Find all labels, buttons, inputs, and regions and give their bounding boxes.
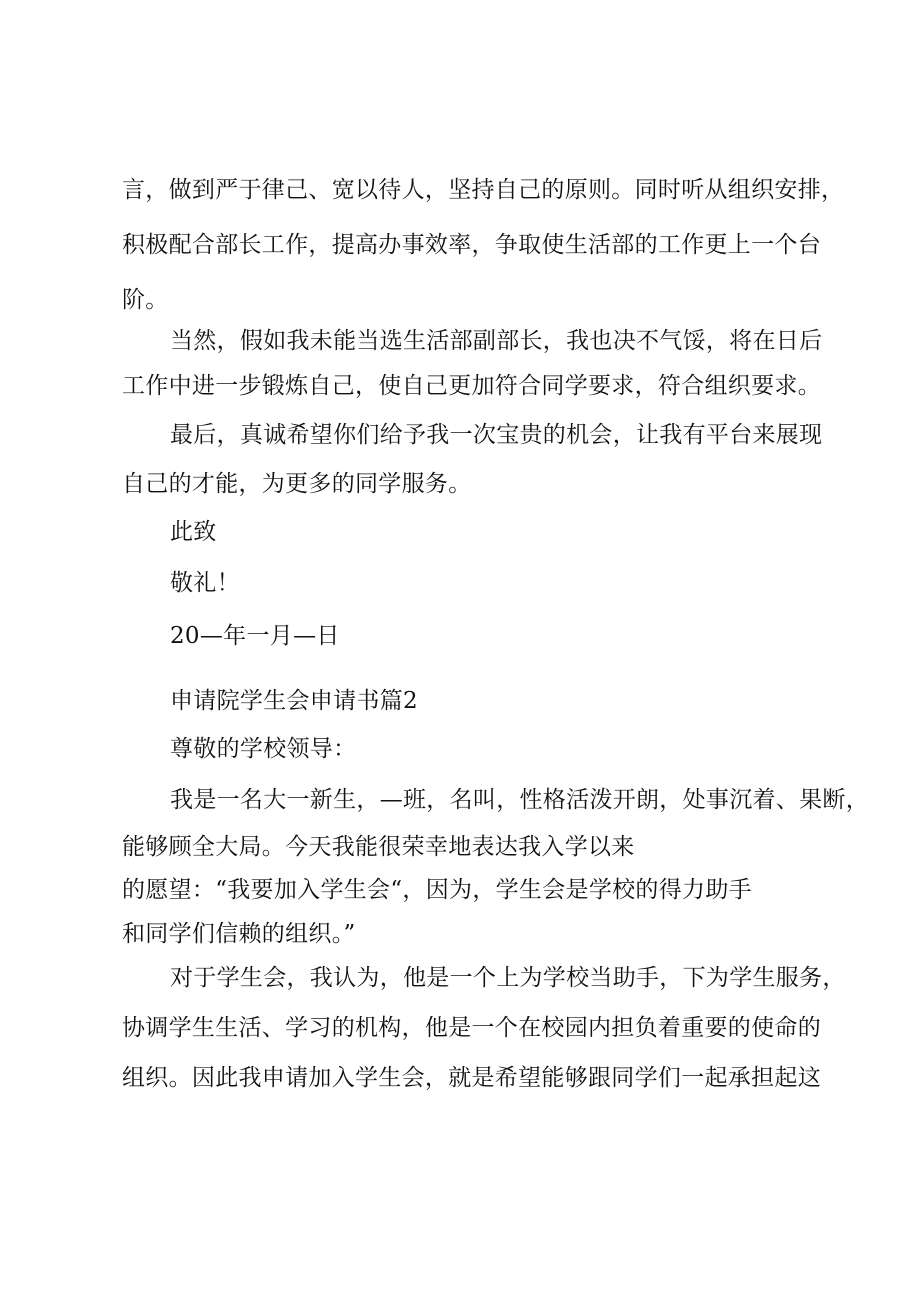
paragraph-line: 协调学生生活、学习的机构，他是一个在校园内担负着重要的使命的 <box>122 1015 821 1041</box>
closing-line: 此致 <box>170 519 217 545</box>
paragraph-line: 的愿望：“我要加入学生会“，因为，学生会是学校的得力助手 <box>122 877 752 903</box>
section-heading: 申请院学生会申请书篇2 <box>170 688 418 714</box>
paragraph-line: 当然，假如我未能当选生活部副部长，我也决不气馁，将在日后 <box>170 328 823 354</box>
paragraph-line: 积极配合部长工作，提高办事效率，争取使生活部的工作更上一个台 <box>122 232 821 258</box>
paragraph-line: 阶。 <box>122 287 169 313</box>
paragraph-line: 对于学生会，我认为，他是一个上为学校当助手，下为学生服务， <box>170 965 846 991</box>
date-line: 20—年一月—日 <box>170 623 340 649</box>
paragraph-line: 我是一名大一新生，—班，名叫，性格活泼开朗，处事沉着、果断， <box>170 787 869 813</box>
paragraph-line: 自己的才能，为更多的同学服务。 <box>122 471 472 497</box>
paragraph-line: 组织。因此我申请加入学生会，就是希望能够跟同学们一起承担起这 <box>122 1065 821 1091</box>
paragraph-line: 言，做到严于律己、宽以待人，坚持自己的原则。同时听从组织安排， <box>122 177 845 203</box>
paragraph-line: 最后，真诚希望你们给予我一次宝贵的机会，让我有平台来展现 <box>170 422 823 448</box>
paragraph-line: 工作中进一步锻炼自己，使自己更加符合同学要求，符合组织要求。 <box>122 373 821 399</box>
salutation-line: 敬礼！ <box>170 570 240 596</box>
greeting-line: 尊敬的学校领导： <box>170 736 357 762</box>
paragraph-line: 能够顾全大局。今天我能很荣幸地表达我入学以来 <box>122 834 635 860</box>
paragraph-line: 和同学们信赖的组织。” <box>122 921 356 947</box>
